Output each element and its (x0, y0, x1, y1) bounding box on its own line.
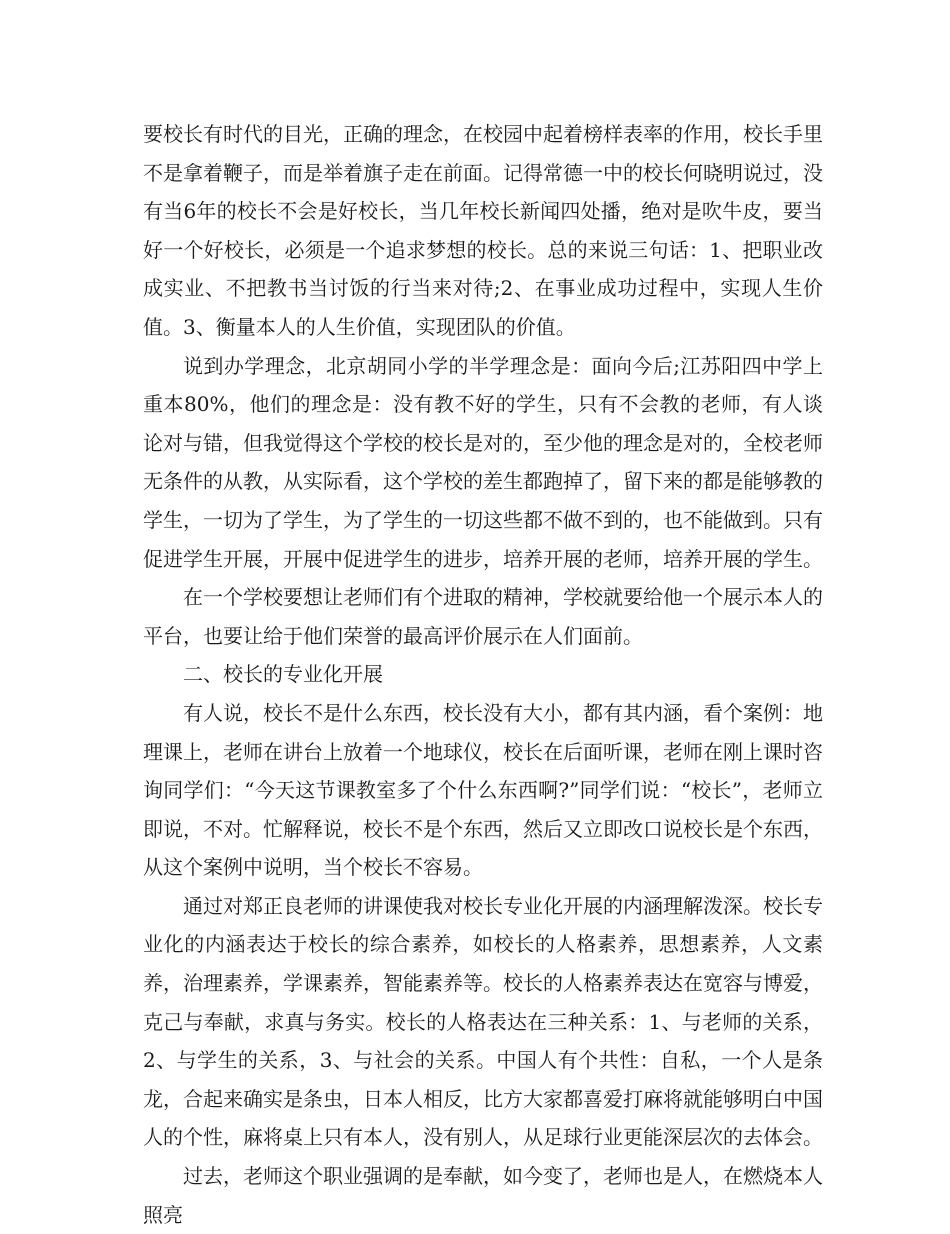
paragraph-teacher-profession: 过去，老师这个职业强调的是奉献，如今变了，老师也是人，在燃烧本人照亮 (143, 1164, 823, 1227)
section-heading: 二、校长的专业化开展 (183, 662, 383, 687)
paragraph-professional-qualities: 通过对郑正良老师的讲课使我对校长专业化开展的内涵理解泼深。校长专业化的内涵表达于校长的综合素养，如校长的人格素养，思想素养，人文素养，治理素养，学课素养，智能素养等。校长的人格素养表达在宽容与博爱，克己与奉献，求真与务实。校长的人格表达在三种关系：1、与老师的关系，2、与学生的关系，3、与社会的关系。中国人有个共性：自私，一个人是条龙，合起来确实是条虫，日本人相反，比方大家都喜爱打麻将就能够明白中国人的个性，麻将桌上只有本人，没有别人，从足球行业更能深层次的去体会。 (143, 893, 823, 1150)
document-body (143, 115, 823, 1234)
paragraph-school-philosophy: 说到办学理念，北京胡同小学的半学理念是：面向今后;江苏阳四中学上重本80%，他们的理念是：没有教不好的学生，只有不会教的老师，有人谈论对与错，但我觉得这个学校的校长是对的，至少他的理念是对的，全校老师无条件的从教，从实际看，这个学校的差生都跑掉了，留下来的都是能够教的学生，一切为了学生，为了学生的一切这些都不做不到的，也不能做到。只有促进学生开展，开展中促进学生的进步，培养开展的老师，培养开展的学生。 (143, 353, 823, 571)
paragraph-principal-vision: 要校长有时代的目光，正确的理念，在校园中起着榜样表率的作用，校长手里不是拿着鞭子，而是举着旗子走在前面。记得常德一中的校长何晓明说过，没有当6年的校长不会是好校长，当几年校长新闻四处播，绝对是吹牛皮，要当好一个好校长，必须是一个追求梦想的校长。总的来说三句话：1、把职业改成实业、不把教书当讨饭的行当来对待;2、在事业成功过程中，实现人生价值。3、衡量本人的人生价值，实现团队的价值。 (143, 122, 823, 339)
paragraph-teacher-platform: 在一个学校要想让老师们有个进取的精神，学校就要给他一个展示本人的平台，也要让给于他们荣誉的最高评价展示在人们面前。 (143, 585, 823, 648)
paragraph-case-story: 有人说，校长不是什么东西，校长没有大小，都有其内涵，看个案例：地理课上，老师在讲台上放着一个地球仪，校长在后面听课，老师在刚上课时咨询同学们：“今天这节课教室多了个什么东西啊?”同学们说：“校长”，老师立即说，不对。忙解释说，校长不是个东西，然后又立即改口说校长是个东西，从这个案例中说明，当个校长不容易。 (143, 700, 823, 880)
